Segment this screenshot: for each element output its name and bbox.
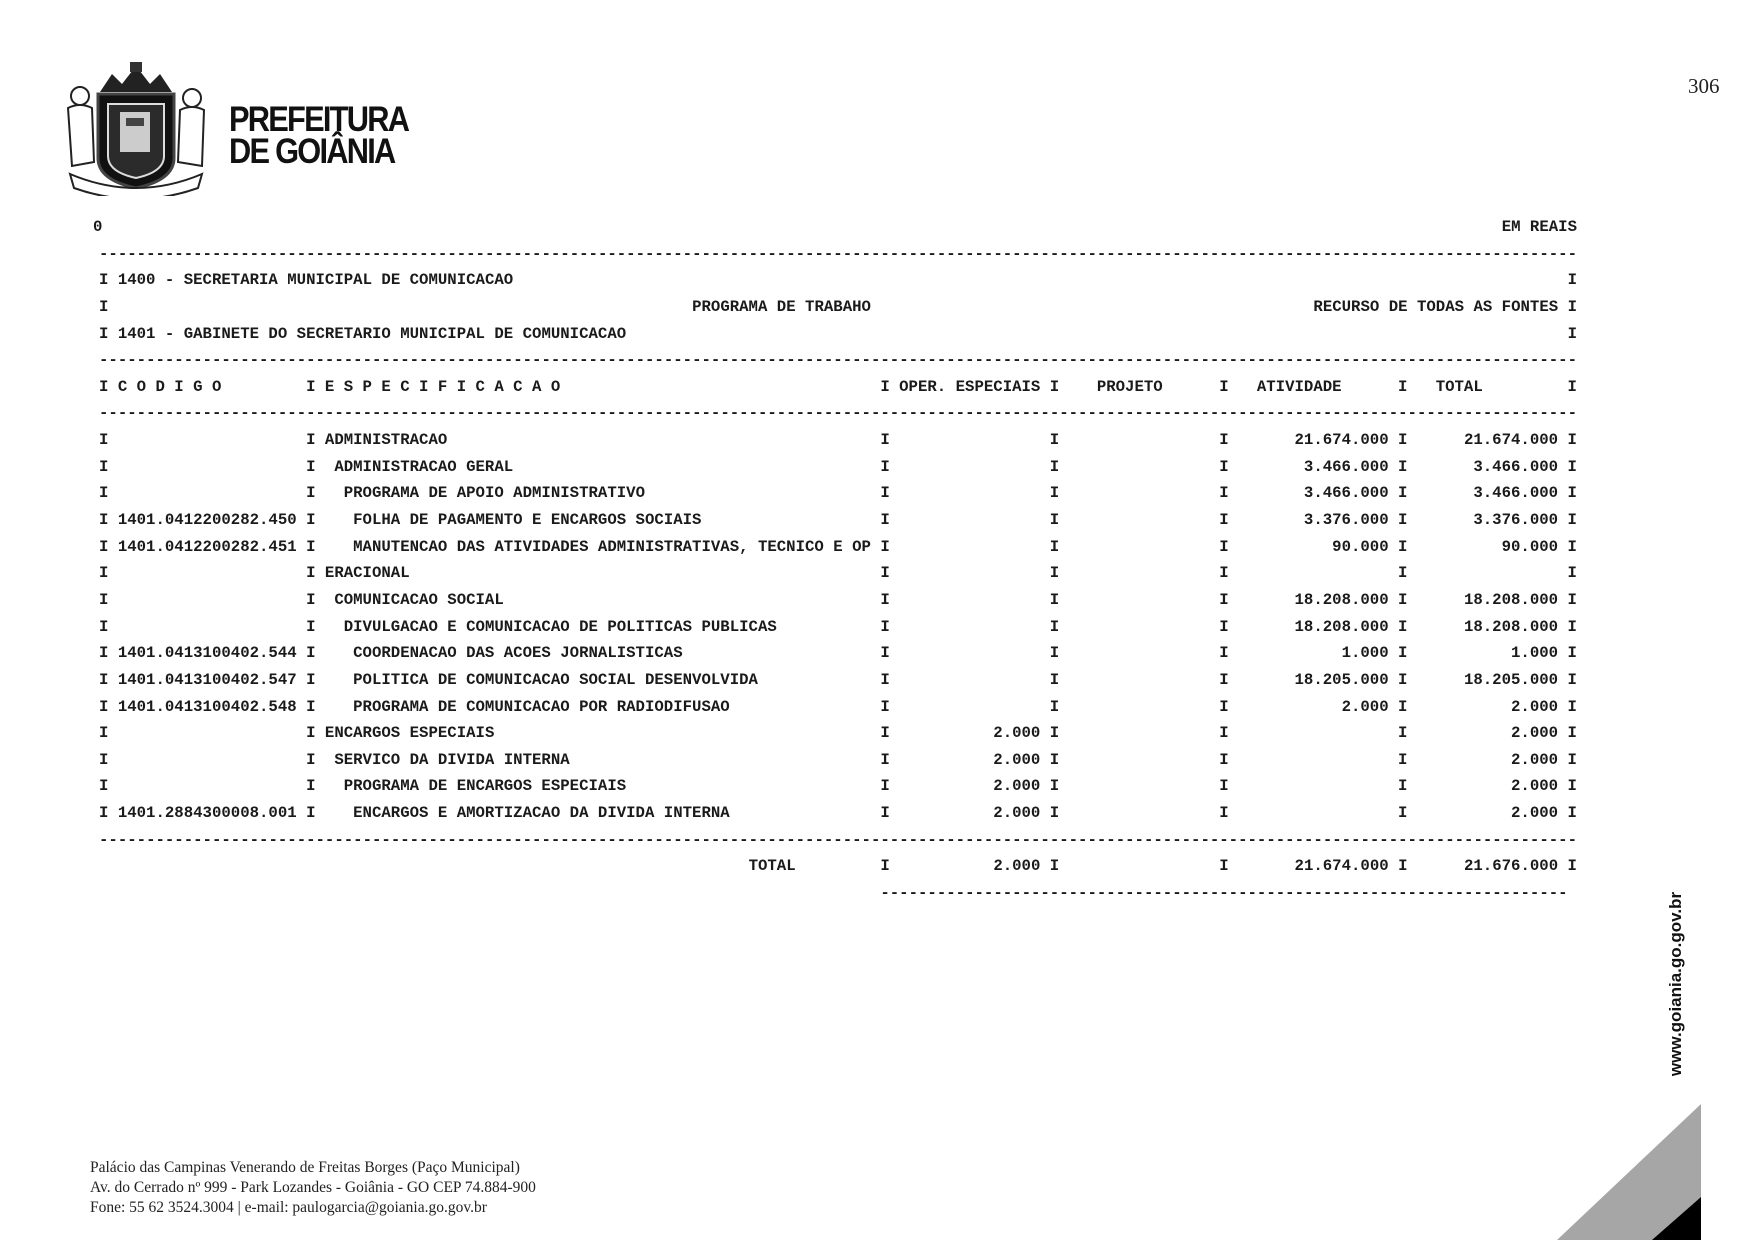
column-separator <box>880 720 889 747</box>
divider: ------------------------------------------------------------------------------------------------------------------------------------------------------------- <box>99 244 1578 263</box>
report-code-zero: 0 <box>93 218 103 236</box>
table-row <box>99 800 1577 827</box>
program-title: PROGRAMA DE TRABAHO <box>692 297 871 316</box>
table-row <box>99 694 1577 721</box>
row-total: 3.466.000 <box>1473 484 1559 503</box>
column-separator <box>99 507 108 534</box>
row-total: 2.000 <box>1511 804 1559 823</box>
table-row <box>99 534 1577 561</box>
column-separator <box>1219 587 1228 614</box>
row-total: 18.205.000 <box>1463 670 1559 689</box>
row-oper-especiais: 2.000 <box>993 777 1041 796</box>
table-row <box>99 614 1577 641</box>
row-especificacao: ADMINISTRACAO <box>324 431 448 450</box>
column-separator <box>1567 534 1576 561</box>
column-separator <box>1567 454 1576 481</box>
row-atividade: 18.208.000 <box>1294 590 1389 609</box>
column-separator <box>880 614 889 641</box>
row-especificacao: PROGRAMA DE APOIO ADMINISTRATIVO <box>343 484 645 503</box>
row-code: 1401.0413100402.548 <box>117 697 297 716</box>
column-separator <box>1219 747 1228 774</box>
table-row <box>99 587 1577 614</box>
table-row <box>99 747 1577 774</box>
row-atividade: 18.208.000 <box>1294 617 1389 636</box>
column-separator <box>1398 560 1407 587</box>
column-separator <box>1567 427 1576 454</box>
column-separator <box>1050 480 1059 507</box>
col-especificacao: E S P E C I F I C A C A O <box>324 377 561 396</box>
row-atividade: 90.000 <box>1332 537 1389 556</box>
column-separator <box>1219 694 1228 721</box>
column-separator <box>99 773 108 800</box>
row-especificacao: PROGRAMA DE COMUNICACAO POR RADIODIFUSAO <box>353 697 730 716</box>
column-separator <box>1050 667 1059 694</box>
col-codigo: C O D I G O <box>117 377 222 396</box>
row-atividade: 3.466.000 <box>1303 484 1389 503</box>
budget-report <box>93 214 1578 907</box>
column-separator <box>1567 507 1576 534</box>
org-line: I 1400 - SECRETARIA MUNICIPAL DE COMUNICACAO I <box>99 267 1577 294</box>
org-title: 1400 - SECRETARIA MUNICIPAL DE COMUNICACAO <box>117 271 514 290</box>
column-separator <box>880 427 889 454</box>
row-total: 2.000 <box>1511 750 1559 769</box>
column-separator <box>880 534 889 561</box>
column-separator <box>99 747 108 774</box>
table-row <box>99 640 1577 667</box>
column-separator <box>880 560 889 587</box>
footer-line-1: Palácio das Campinas Venerando de Freitas Borges (Paço Municipal) <box>90 1159 520 1176</box>
footer-address <box>90 1158 536 1218</box>
column-separator <box>1398 507 1407 534</box>
column-separator <box>306 454 315 481</box>
row-especificacao: FOLHA DE PAGAMENTO E ENCARGOS SOCIAIS <box>353 511 702 530</box>
column-separator <box>99 454 108 481</box>
column-separator <box>880 773 889 800</box>
footer-line-2: Av. do Cerrado nº 999 - Park Lozandes - Goiânia - GO CEP 74.884-900 <box>90 1179 536 1196</box>
table-row <box>99 480 1577 507</box>
column-separator <box>1219 800 1228 827</box>
unit-title: 1401 - GABINETE DO SECRETARIO MUNICIPAL DE COMUNICACAO <box>117 324 627 343</box>
column-separator <box>99 534 108 561</box>
column-separator <box>1219 773 1228 800</box>
column-separator <box>1398 800 1407 827</box>
brand-line-2: DE GOIÂNIA <box>229 132 395 171</box>
row-oper-especiais: 2.000 <box>993 750 1041 769</box>
column-separator <box>1219 427 1228 454</box>
row-especificacao: COORDENACAO DAS ACOES JORNALISTICAS <box>353 644 683 663</box>
column-separator <box>1219 614 1228 641</box>
row-total: 18.208.000 <box>1463 590 1559 609</box>
row-atividade: 18.205.000 <box>1294 670 1389 689</box>
column-separator <box>1219 667 1228 694</box>
row-total: 2.000 <box>1511 697 1559 716</box>
website-vertical: www.goiania.go.gov.br <box>1666 891 1685 1077</box>
col-total: TOTAL <box>1435 377 1483 396</box>
report-topline <box>93 214 1577 241</box>
row-code: 1401.0412200282.450 <box>117 511 297 530</box>
col-oper-especiais: OPER. ESPECIAIS <box>899 377 1041 396</box>
column-separator <box>306 773 315 800</box>
column-separator <box>1219 720 1228 747</box>
total-atividade: 21.674.000 <box>1294 857 1389 876</box>
column-separator <box>1398 667 1407 694</box>
row-especificacao: ERACIONAL <box>324 564 410 583</box>
column-separator <box>1050 507 1059 534</box>
divider: ------------------------------------------------------------------------- <box>880 884 1568 903</box>
column-separator <box>306 694 315 721</box>
column-separator <box>1567 560 1576 587</box>
column-separator <box>1050 800 1059 827</box>
row-especificacao: MANUTENCAO DAS ATIVIDADES ADMINISTRATIVAS, TECNICO E OP <box>353 537 871 556</box>
unit-line: I 1401 - GABINETE DO SECRETARIO MUNICIPAL DE COMUNICACAO I <box>99 321 1577 348</box>
table-row <box>99 667 1577 694</box>
row-code: 1401.0413100402.547 <box>117 670 297 689</box>
table-row <box>99 720 1577 747</box>
total-total: 21.676.000 <box>1463 857 1559 876</box>
column-separator <box>1219 534 1228 561</box>
column-separator <box>306 427 315 454</box>
currency-units: EM REAIS <box>1501 218 1577 236</box>
column-separator <box>1050 560 1059 587</box>
divider: ------------------------------------------------------------------------------------------------------------------------------------------------------------- <box>99 351 1578 370</box>
column-separator <box>880 667 889 694</box>
row-code: 1401.0413100402.544 <box>117 644 297 663</box>
brand-wordmark <box>229 100 409 171</box>
row-atividade: 21.674.000 <box>1294 431 1389 450</box>
column-separator <box>1050 614 1059 641</box>
row-especificacao: SERVICO DA DIVIDA INTERNA <box>334 750 570 769</box>
column-separator <box>1219 640 1228 667</box>
row-code: 1401.2884300008.001 <box>117 804 297 823</box>
table-row <box>99 427 1577 454</box>
column-separator <box>1398 773 1407 800</box>
column-separator <box>1398 534 1407 561</box>
table-row <box>99 560 1577 587</box>
column-separator <box>1050 454 1059 481</box>
table-row <box>99 507 1577 534</box>
row-total: 2.000 <box>1511 724 1559 743</box>
column-separator <box>1567 747 1576 774</box>
row-total: 90.000 <box>1501 537 1559 556</box>
totals-row <box>99 853 1577 880</box>
column-separator <box>1219 480 1228 507</box>
row-oper-especiais: 2.000 <box>993 724 1041 743</box>
column-separator <box>1398 587 1407 614</box>
column-separator <box>99 667 108 694</box>
footer-line-3: Fone: 55 62 3524.3004 | e-mail: paulogarcia@goiania.go.gov.br <box>90 1199 487 1216</box>
col-atividade: ATIVIDADE <box>1256 377 1342 396</box>
column-separator <box>99 694 108 721</box>
column-separator <box>880 747 889 774</box>
row-total: 18.208.000 <box>1463 617 1559 636</box>
column-separator <box>880 800 889 827</box>
row-code: 1401.0412200282.451 <box>117 537 297 556</box>
column-separator <box>99 640 108 667</box>
column-separator <box>99 560 108 587</box>
column-separator <box>99 480 108 507</box>
column-separator <box>1398 454 1407 481</box>
column-separator <box>880 694 889 721</box>
column-separator <box>1050 720 1059 747</box>
column-separator <box>1398 694 1407 721</box>
page-number: 306 <box>1688 74 1720 98</box>
column-separator <box>1050 534 1059 561</box>
row-especificacao: POLITICA DE COMUNICACAO SOCIAL DESENVOLVIDA <box>353 670 758 689</box>
column-separator <box>1398 747 1407 774</box>
column-separator <box>306 667 315 694</box>
column-separator <box>1567 694 1576 721</box>
column-separator <box>99 720 108 747</box>
column-separator <box>306 560 315 587</box>
city-coat-of-arms-logo <box>60 62 212 196</box>
column-separator <box>1219 454 1228 481</box>
column-separator <box>880 587 889 614</box>
column-header-row <box>99 374 1577 401</box>
column-separator <box>880 480 889 507</box>
row-atividade: 1.000 <box>1341 644 1389 663</box>
column-separator <box>1398 640 1407 667</box>
column-separator <box>880 454 889 481</box>
column-separator <box>880 640 889 667</box>
row-atividade: 3.376.000 <box>1303 511 1389 530</box>
column-separator <box>1567 800 1576 827</box>
column-separator <box>306 640 315 667</box>
column-separator <box>1050 747 1059 774</box>
column-separator <box>1567 720 1576 747</box>
divider: ------------------------------------------------------------------------------------------------------------------------------------------------------------- <box>99 830 1578 849</box>
corner-decoration <box>1550 1100 1710 1240</box>
column-separator <box>1050 640 1059 667</box>
col-projeto: PROJETO <box>1096 377 1163 396</box>
row-especificacao: ADMINISTRACAO GERAL <box>334 457 514 476</box>
column-separator <box>99 614 108 641</box>
column-separator <box>306 614 315 641</box>
row-total: 3.466.000 <box>1473 457 1559 476</box>
column-separator <box>306 720 315 747</box>
table-row <box>99 454 1577 481</box>
table-body <box>99 427 1577 827</box>
column-separator <box>1567 667 1576 694</box>
row-atividade: 2.000 <box>1341 697 1389 716</box>
row-total: 2.000 <box>1511 777 1559 796</box>
row-especificacao: PROGRAMA DE ENCARGOS ESPECIAIS <box>343 777 627 796</box>
row-especificacao: DIVULGACAO E COMUNICACAO DE POLITICAS PUBLICAS <box>343 617 777 636</box>
column-separator <box>1567 640 1576 667</box>
column-separator <box>1219 507 1228 534</box>
column-separator <box>880 507 889 534</box>
row-oper-especiais: 2.000 <box>993 804 1041 823</box>
column-separator <box>1050 427 1059 454</box>
row-especificacao: COMUNICACAO SOCIAL <box>334 590 504 609</box>
row-total: 3.376.000 <box>1473 511 1559 530</box>
column-separator <box>1398 614 1407 641</box>
column-separator <box>99 587 108 614</box>
column-separator <box>1398 427 1407 454</box>
row-especificacao: ENCARGOS ESPECIAIS <box>324 724 495 743</box>
column-separator <box>1398 480 1407 507</box>
column-separator <box>99 427 108 454</box>
column-separator <box>306 800 315 827</box>
column-separator <box>306 480 315 507</box>
column-separator <box>1050 773 1059 800</box>
column-separator <box>1398 720 1407 747</box>
column-separator <box>306 534 315 561</box>
column-separator <box>1567 480 1576 507</box>
row-atividade: 3.466.000 <box>1303 457 1389 476</box>
column-separator <box>1567 587 1576 614</box>
resource-label: RECURSO DE TODAS AS FONTES <box>1313 297 1559 316</box>
program-line: I PROGRAMA DE TRABAHO RECURSO DE TODAS AS FONTES I <box>99 294 1577 321</box>
total-oper: 2.000 <box>993 857 1041 876</box>
column-separator <box>306 587 315 614</box>
row-total: 21.674.000 <box>1463 431 1559 450</box>
column-separator <box>1219 560 1228 587</box>
column-separator <box>1567 773 1576 800</box>
column-separator <box>1050 694 1059 721</box>
column-separator <box>306 507 315 534</box>
column-separator <box>306 747 315 774</box>
row-total: 1.000 <box>1511 644 1559 663</box>
table-row <box>99 773 1577 800</box>
totals-label: TOTAL <box>748 857 796 876</box>
divider: ------------------------------------------------------------------------------------------------------------------------------------------------------------- <box>99 404 1578 423</box>
column-separator <box>1050 587 1059 614</box>
row-especificacao: ENCARGOS E AMORTIZACAO DA DIVIDA INTERNA <box>353 804 730 823</box>
column-separator <box>99 800 108 827</box>
brand-line-1: PREFEITURA <box>229 100 409 139</box>
column-separator <box>1567 614 1576 641</box>
